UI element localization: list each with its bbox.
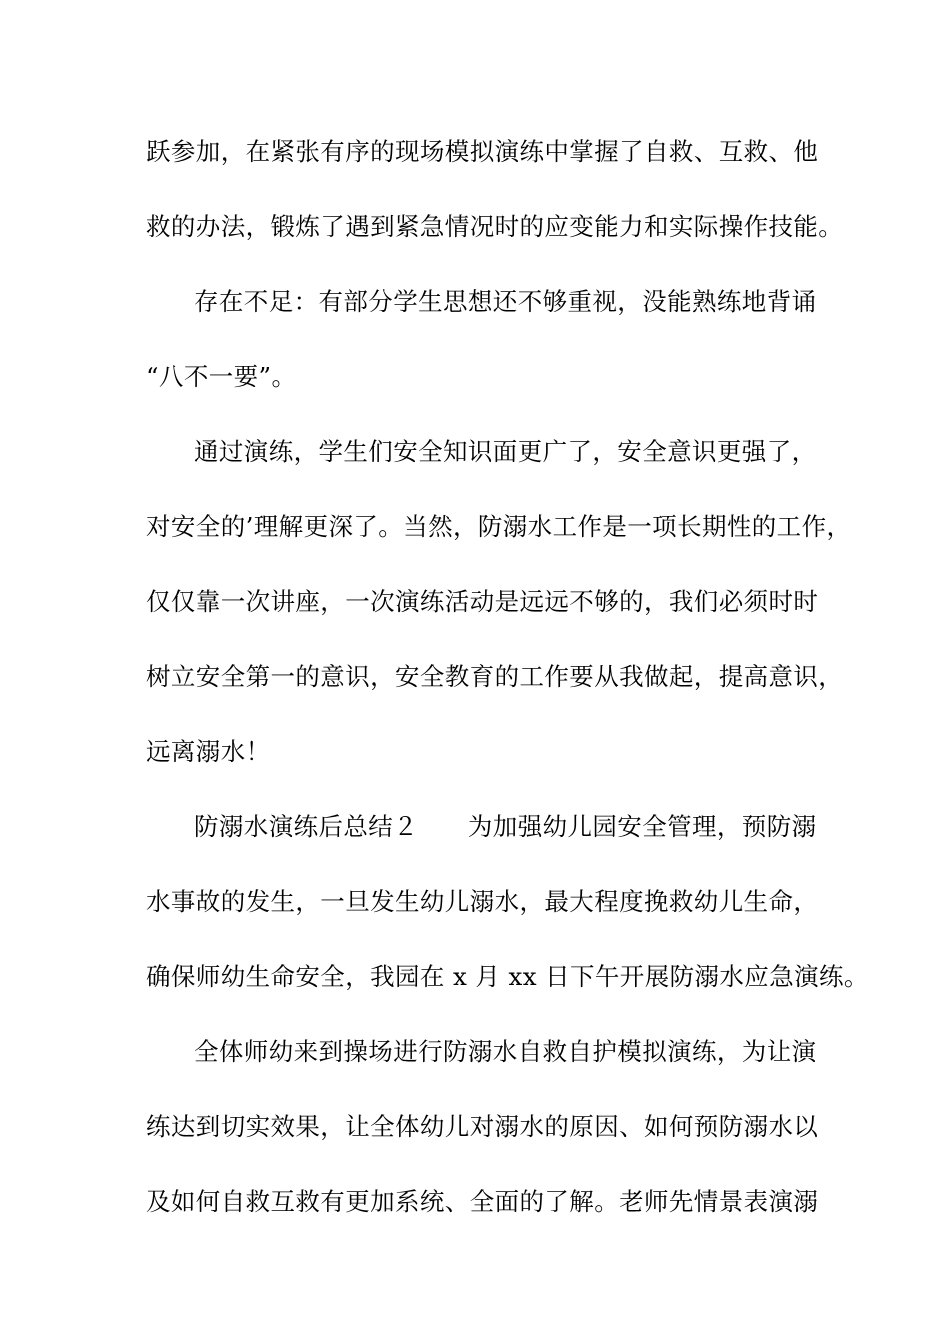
text-line: 水事故的发生，一旦发生幼儿溺水，最大程度挽救幼儿生命，: [146, 887, 819, 916]
paragraph-start-line: 防溺水演练后总结２ 为加强幼儿园安全管理，预防溺: [194, 812, 817, 841]
text-line: 对安全的’理解更深了。当然，防溺水工作是一项长期性的工作，: [146, 512, 852, 541]
text-line: 救的办法，锻炼了遇到紧急情况时的应变能力和实际操作技能。: [146, 212, 844, 241]
text-line: 及如何自救互救有更加系统、全面的了解。老师先情景表演溺: [146, 1187, 819, 1216]
text-line: 树立安全第一的意识，安全教育的工作要从我做起，提高意识，: [146, 662, 844, 691]
paragraph-start-line: 存在不足：有部分学生思想还不够重视，没能熟练地背诵: [194, 287, 817, 316]
text-line: 远离溺水！: [146, 737, 271, 766]
text-line: 确保师幼生命安全，我园在 x 月 xx 日下午开展防溺水应急演练。: [146, 962, 869, 991]
text-line: 仅仅靠一次讲座，一次演练活动是远远不够的，我们必须时时: [146, 587, 819, 616]
text-line: “八不一要”。: [146, 362, 297, 391]
text-line: 练达到切实效果，让全体幼儿对溺水的原因、如何预防溺水以: [146, 1112, 819, 1141]
paragraph-start-line: 全体师幼来到操场进行防溺水自救自护模拟演练，为让演: [194, 1037, 817, 1066]
text-line: 跃参加，在紧张有序的现场模拟演练中掌握了自救、互救、他: [146, 137, 819, 166]
paragraph-start-line: 通过演练，学生们安全知识面更广了，安全意识更强了，: [194, 437, 817, 466]
